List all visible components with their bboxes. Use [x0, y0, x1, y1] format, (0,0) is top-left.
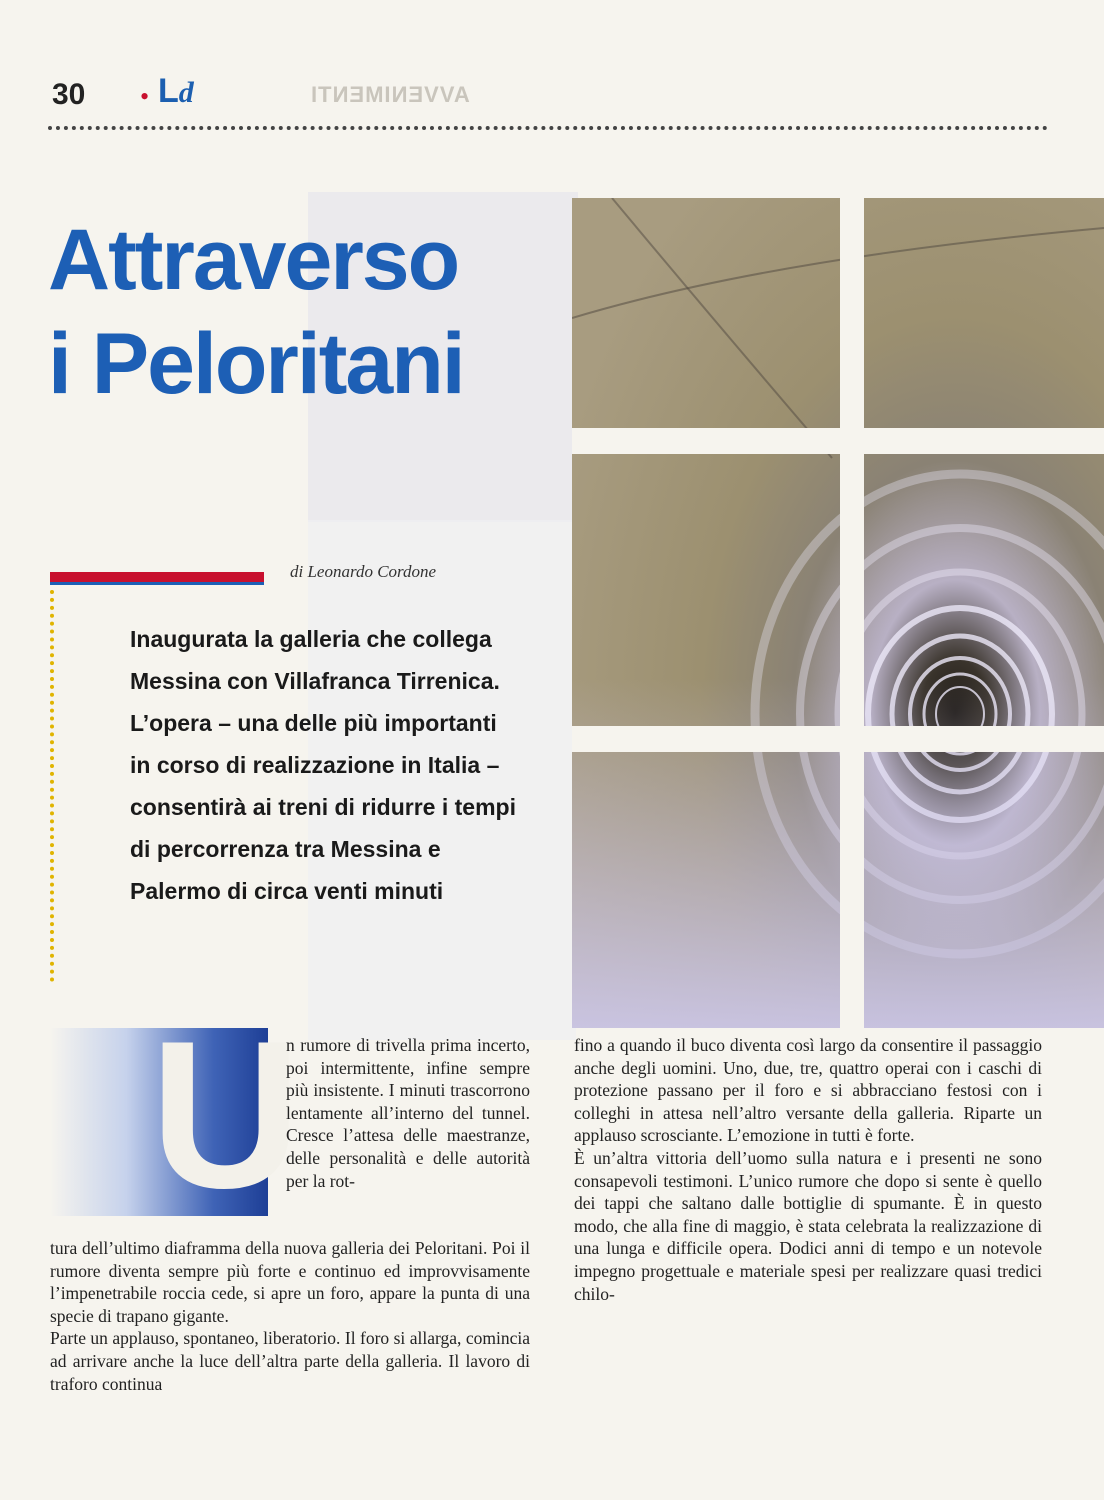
body-paragraph: Parte un applauso, spontaneo, liberatorio. Il foro si allarga, comincia ad arrivare anche la luce dell’altra parte della galleria. Il lavoro di traforo continua [50, 1328, 530, 1394]
body-paragraph: fino a quando il buco diventa così largo da consentire il passaggio anche degli uomini. Uno, due, tre, quattro operai con i caschi di protezione passano per il foro e si abbracciano festosi con i colleghi in attesa nell’altro versante della galleria. Riparte un applauso scrosciante. L’emozione in tutti è forte. [574, 1035, 1042, 1146]
header-dotted-rule [48, 126, 1048, 130]
logo-suffix: d [178, 76, 194, 109]
body-column-1-top: n rumore di trivella prima incerto, poi intermittente, infine sempre più insistente. I minuti trascorrono lentamente all’interno del tunnel. Cresce l’attesa delle maestranze, delle personalità e delle autorità per la rot- [286, 1035, 530, 1191]
title-accent-rule [50, 572, 264, 582]
page-header [48, 70, 1048, 130]
tunnel-photo [572, 198, 1104, 1028]
article-title [48, 208, 464, 416]
body-column-1-bottom [50, 1237, 530, 1395]
body-paragraph: È un’altra vittoria dell’uomo sulla natura e i presenti ne sono consapevoli testimoni. L’unico rumore che dopo si sente è quello dei tappi che saltano dalle bottiglie di spumante. È in questo modo, che alla fine di maggio, è stata celebrata la realizzazione di una lunga e difficile opera. Dodici anni di tempo e un notevole impegno progettuale e materiale spesi per realizzare quasi tredici chilo- [574, 1147, 1042, 1304]
logo-letter: L [158, 72, 179, 110]
section-label: AVVENIMENTI [310, 82, 470, 107]
title-line-1: Attraverso [48, 212, 459, 308]
dropcap-letter: U [150, 997, 302, 1232]
title-line-2: i Peloritani [48, 316, 464, 412]
page-number: 30 [52, 78, 86, 111]
body-paragraph: tura dell’ultimo diaframma della nuova galleria dei Peloritani. Poi il rumore diventa sempre più forte e continuo ed improvvisamente l’impenetrabile roccia cede, si apre un foro, appare la punta di una specie di trapano gigante. [50, 1238, 530, 1326]
standfirst: Inaugurata la galleria che collega Messina con Villafranca Tirrenica. L’opera – una delle più importanti in corso di realizzazione in Italia – consentirà ai treni di ridurre i tempi di percorrenza tra Messina e Palermo di circa venti minuti [130, 626, 516, 904]
page-separator: • [140, 82, 150, 111]
standfirst-dotted-rule [50, 590, 54, 982]
body-column-2 [574, 1034, 1042, 1305]
byline: di Leonardo Cordone [290, 562, 437, 581]
tunnel-photo-grid [572, 198, 1104, 1028]
magazine-logo [158, 72, 194, 111]
